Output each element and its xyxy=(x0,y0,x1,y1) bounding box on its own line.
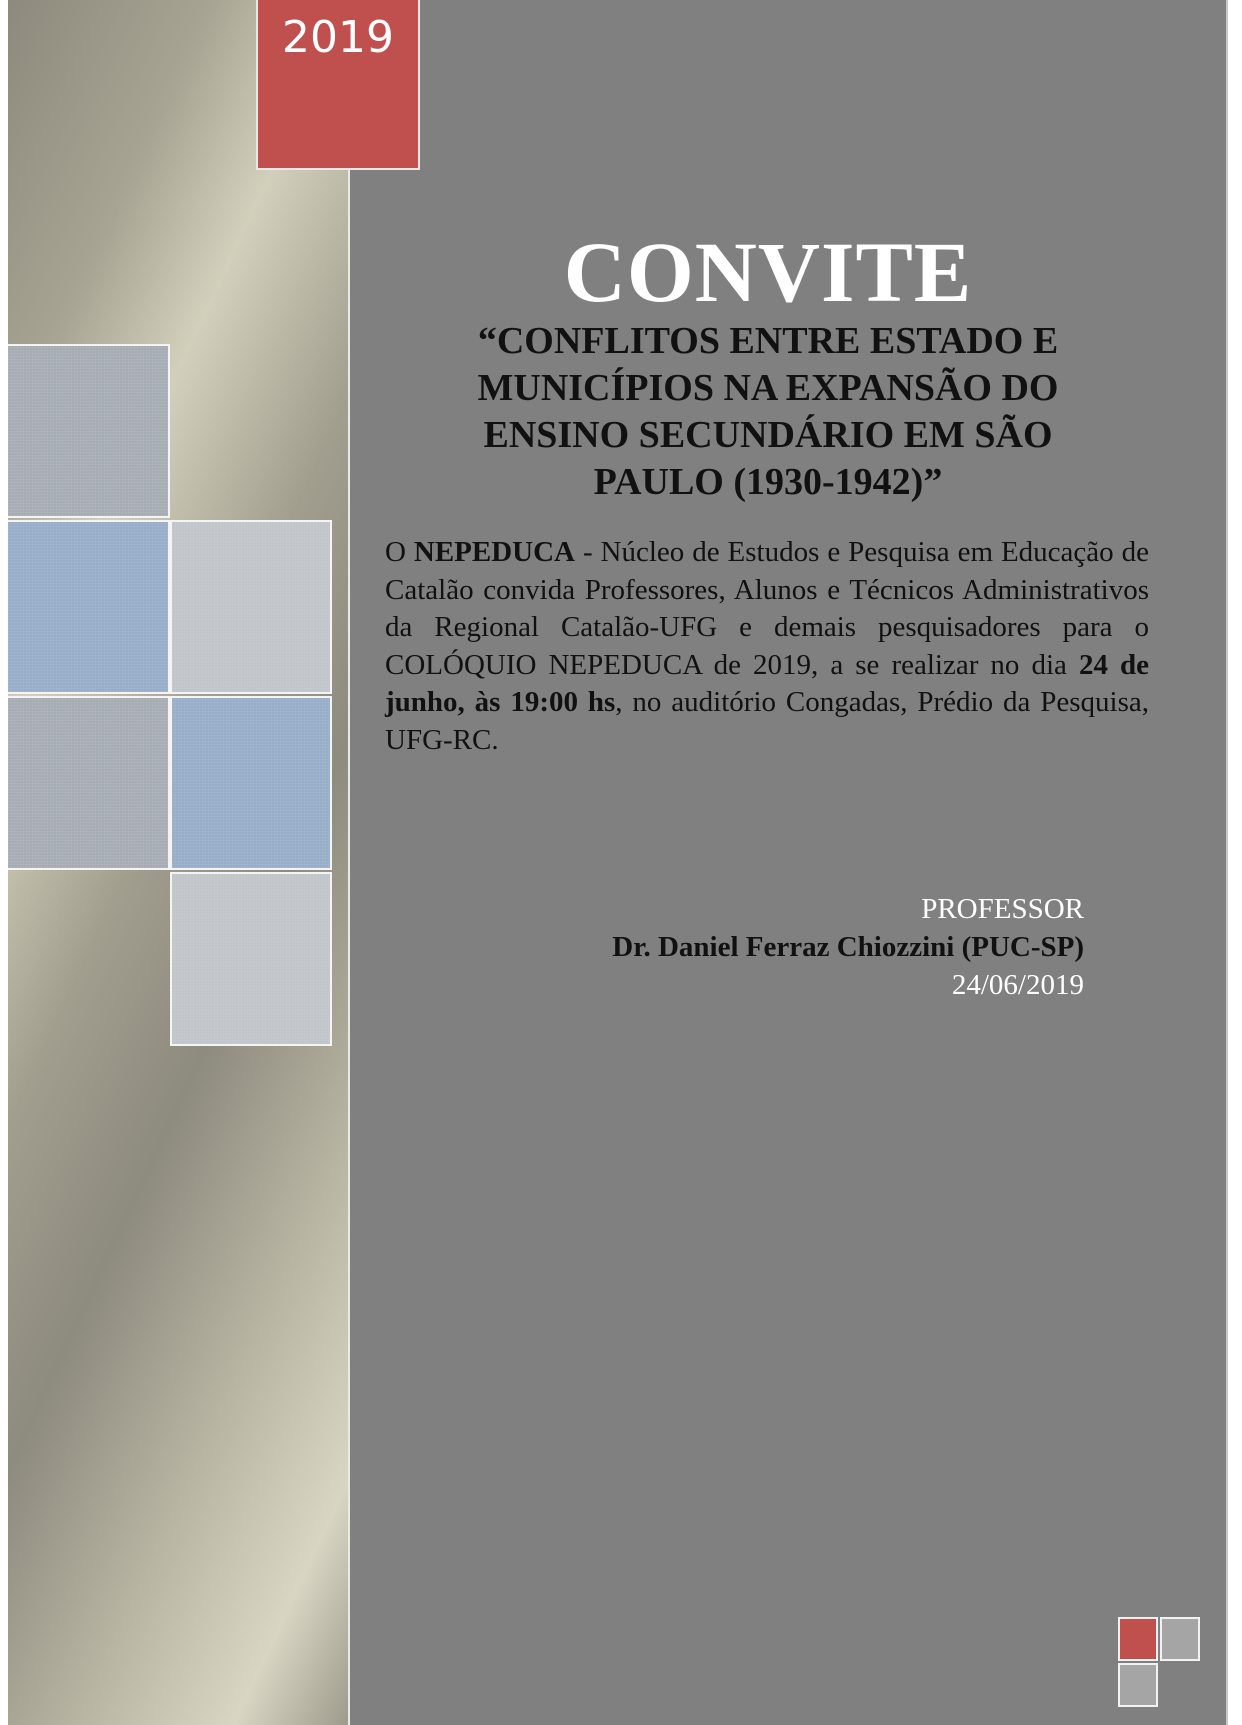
decorative-tile xyxy=(8,520,170,694)
subtitle-line: MUNICÍPIOS NA EXPANSÃO DO xyxy=(477,367,1059,409)
organization-name: NEPEDUCA xyxy=(413,536,576,568)
corner-square-grey xyxy=(1118,1663,1158,1707)
year-label: 2019 xyxy=(282,12,394,63)
paragraph-end: , no auditório Congadas, Prédio da Pesquisa, UFG-RC. xyxy=(385,686,1149,756)
right-page-margin xyxy=(1226,0,1242,1725)
subtitle-line: “CONFLITOS ENTRE ESTADO E xyxy=(477,320,1059,362)
event-datetime: 24 de junho, às 19:00 hs xyxy=(385,648,1150,718)
subtitle-line: ENSINO SECUNDÁRIO EM SÃO xyxy=(483,414,1053,456)
speaker-role: PROFESSOR xyxy=(921,893,1084,925)
speaker-name: Dr. Daniel Ferraz Chiozzini (PUC-SP) xyxy=(612,931,1084,963)
decorative-tile xyxy=(170,872,332,1046)
year-badge xyxy=(256,0,420,170)
event-subtitle xyxy=(420,318,1116,506)
invitation-title: CONVITE xyxy=(563,224,973,320)
corner-square-red xyxy=(1118,1617,1158,1661)
decorative-tile xyxy=(8,344,170,518)
subtitle-line: PAULO (1930-1942)” xyxy=(593,461,943,503)
paragraph-start: O xyxy=(385,536,414,568)
paragraph-middle: - Núcleo de Estudos e Pesquisa em Educação de Catalão convida Professores, Alunos e Técnicos Administrativos da Regional Catalão-UFG e demais pesquisadores para o COLÓQUIO NEPEDUCA de 2019, a se realizar no dia xyxy=(385,536,1149,681)
speaker-date: 24/06/2019 xyxy=(951,969,1084,1001)
decorative-tile xyxy=(8,696,170,870)
decorative-tile xyxy=(170,696,332,870)
corner-square-grey xyxy=(1160,1617,1200,1661)
invitation-paragraph xyxy=(385,534,1149,759)
decorative-tile xyxy=(170,520,332,694)
speaker-block xyxy=(500,890,1084,1004)
right-margin-line xyxy=(1226,0,1228,1725)
